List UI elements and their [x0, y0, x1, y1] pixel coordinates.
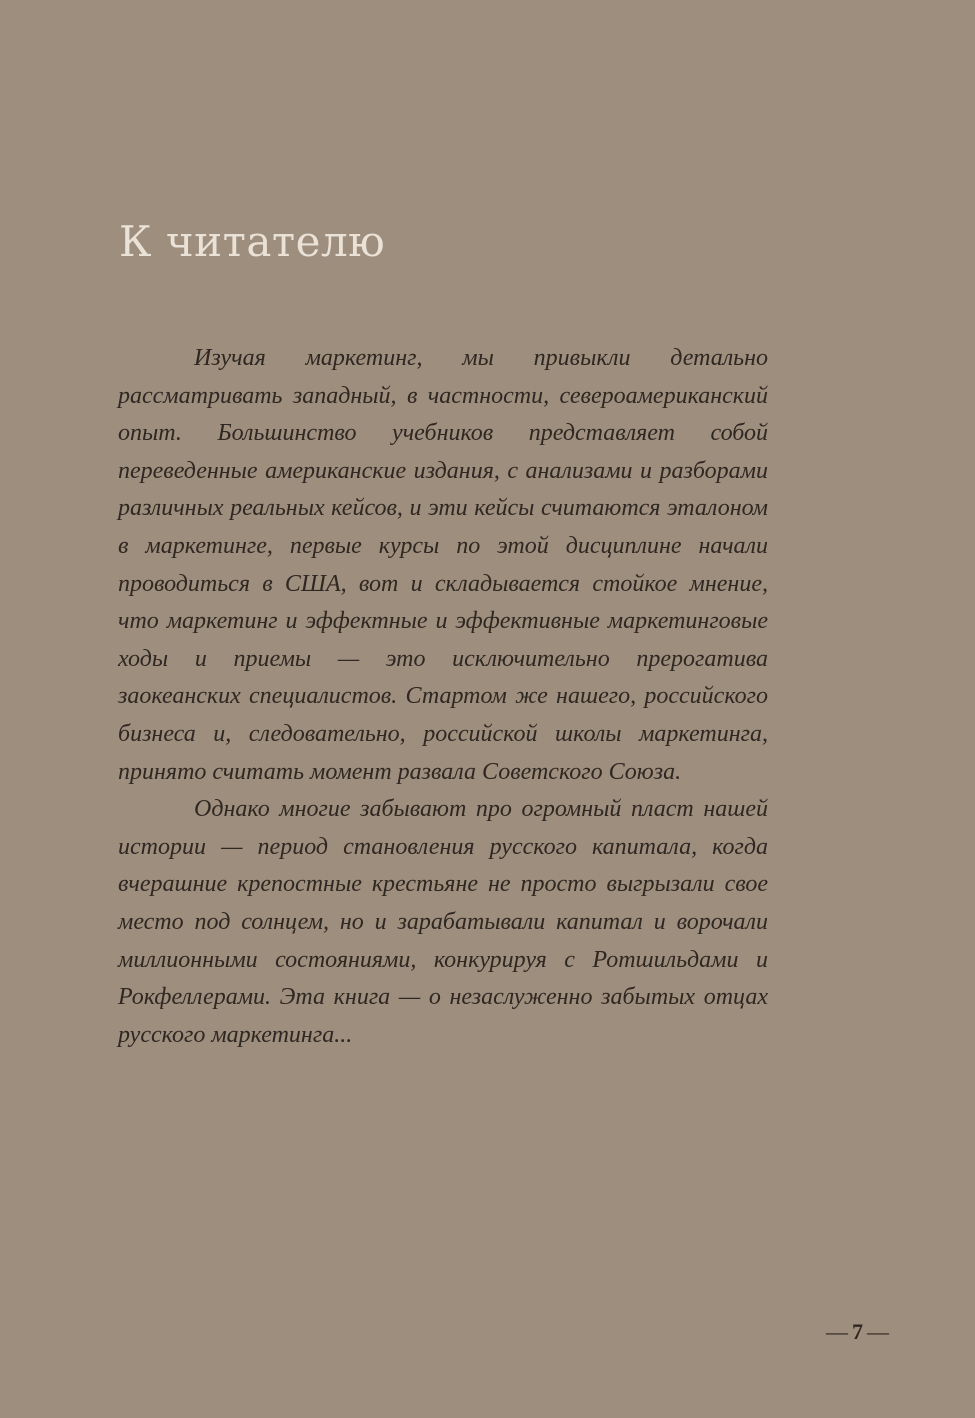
paragraph: Однако многие забывают про огромный пласт нашей истории — период становления русского капитала, когда вчерашние крепостные крестьяне не просто выгрызали свое место под солнцем, но и зарабатывали капитал и ворочали миллионными состояниями, конкурируя с Ротшильдами и Рокфеллерами. Эта книга — о незаслуженно забытых отцах русского маркетинга...: [118, 796, 768, 1048]
page-number-dash-right: —: [867, 1319, 889, 1344]
page-number: [826, 1316, 889, 1348]
page-title: К читателю: [119, 217, 386, 266]
body-text: [118, 340, 768, 1054]
paragraph: Изучая маркетинг, мы привыкли детально рассматривать западный, в частности, североамериканский опыт. Большинство учебников представляет собой переведенные американские издания, с анализами и разборами различных реальных кейсов, и эти кейсы считаются эталоном в маркетинге, первые курсы по этой дисциплине начали проводиться в США, вот и складывается стойкое мнение, что маркетинг и эффектные и эффективные маркетинговые ходы и приемы — это исключительно прерогатива заокеанских специалистов. Стартом же нашего, российского бизнеса и, следовательно, российской школы маркетинга, принято считать момент развала Советского Союза.: [118, 345, 768, 785]
page-number-dash-left: —: [826, 1319, 848, 1344]
page-number-value: 7: [852, 1319, 863, 1344]
